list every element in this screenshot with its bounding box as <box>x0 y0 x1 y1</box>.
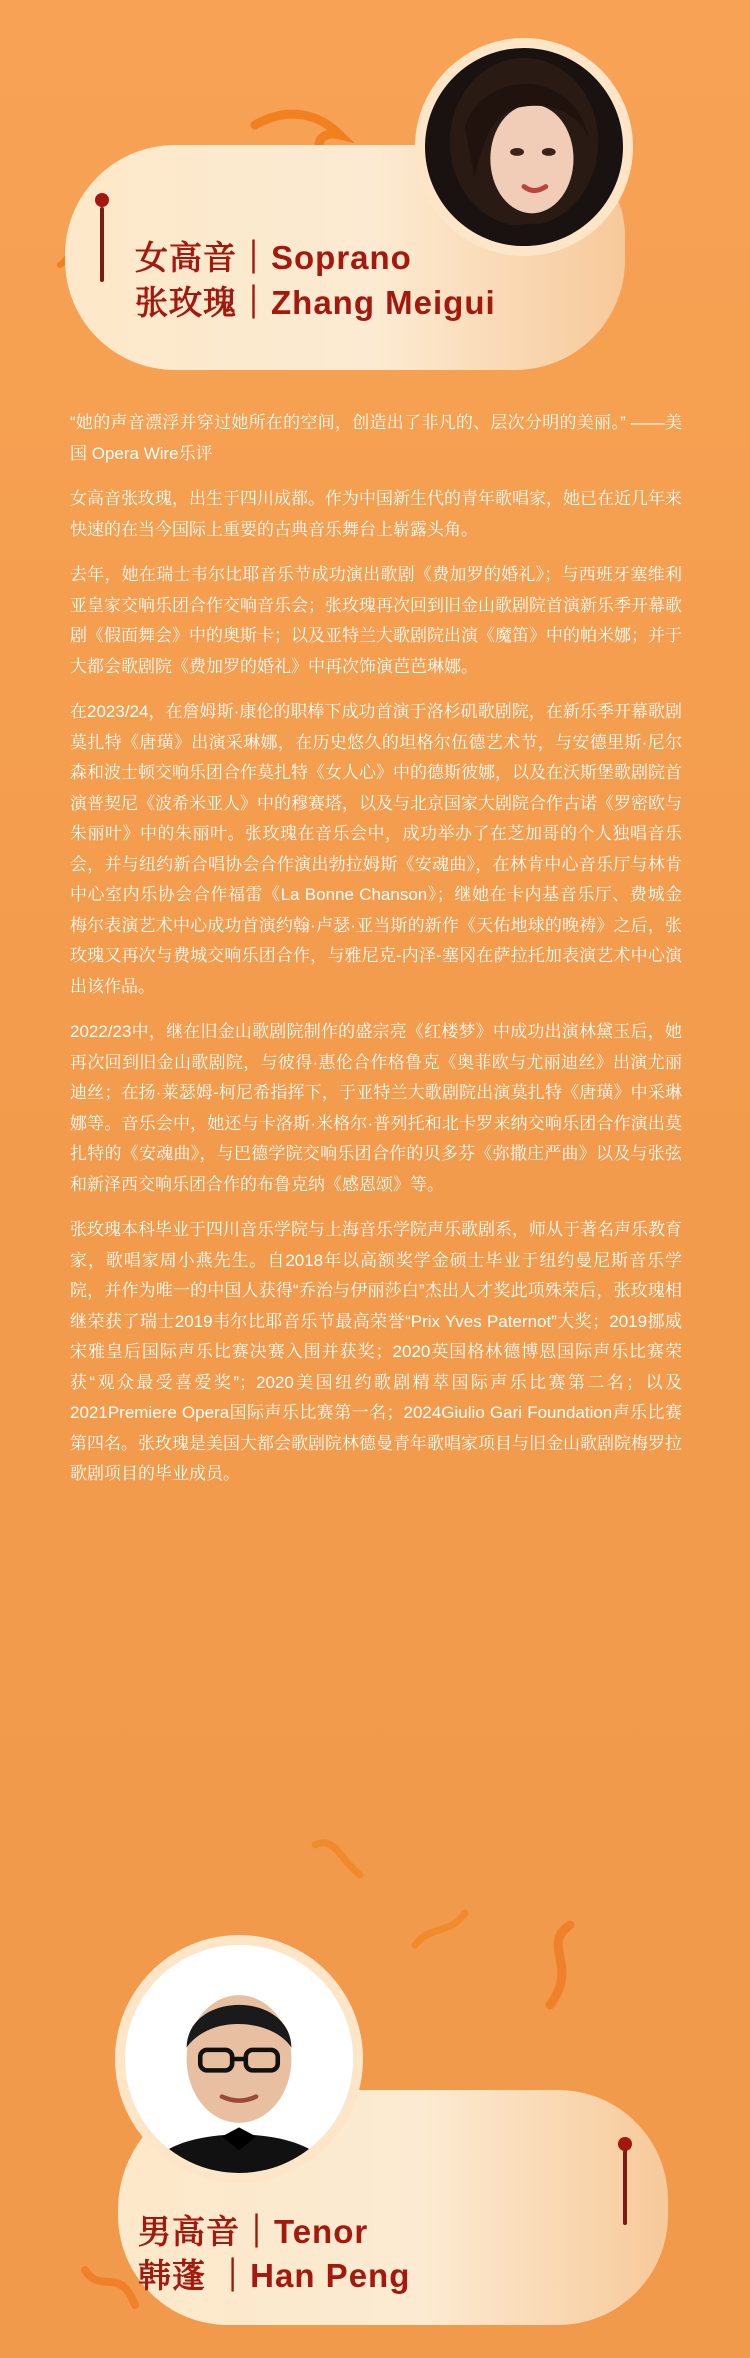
bio-paragraph: 张玫瑰本科毕业于四川音乐学院与上海音乐学院声乐歌剧系，师从于著名声乐教育家，歌唱家周小燕先生。自2018年以高额奖学金硕士毕业于纽约曼尼斯音乐学院，并作为唯一的中国人获得“乔治与伊丽莎白”杰出人才奖此项殊荣后，张玫瑰相继荣获了瑞士2019韦尔比耶音乐节最高荣誉“Prix Yves Paternot”大奖；2019挪威宋雅皇后国际声乐比赛决赛入围并获奖；2020英国格林德博恩国际声乐比赛荣获“观众最受喜爱奖”；2020美国纽约歌剧精萃国际声乐比赛第二名；以及2021Premiere Opera国际声乐比赛第一名；2024Giulio Gari Foundation声乐比赛第四名。张玫瑰是美国大都会歌剧院林德曼青年歌唱家项目与旧金山歌剧院梅罗拉歌剧项目的毕业成员。 <box>70 1220 682 1483</box>
soprano-title-name: 张玫瑰｜Zhang Meigui <box>135 284 496 321</box>
portrait-woman-icon <box>425 48 623 246</box>
bio-paragraph: 2022/23中，继在旧金山歌剧院制作的盛宗亮《红楼梦》中成功出演林黛玉后，她再次回到旧金山歌剧院，与彼得·惠伦合作格鲁克《奥菲欧与尤丽迪丝》出演尤丽迪丝；在扬·莱瑟姆-柯尼希指挥下，于亚特兰大歌剧院出演莫扎特《唐璜》中采琳娜等。音乐会中，她还与卡洛斯·米格尔·普列托和北卡罗来纳交响乐团合作演出莫扎特的《安魂曲》，与巴德学院交响乐团合作的贝多芬《弥撒庄严曲》以及与张弦和新泽西交响乐团合作的布鲁克纳《感恩颂》等。 <box>70 1022 682 1194</box>
accent-dot <box>618 2137 632 2151</box>
tenor-title-name: 韩蓬 ｜Han Peng <box>138 2257 411 2294</box>
soprano-biography <box>70 408 682 1505</box>
soprano-title-voice: 女高音｜Soprano <box>135 239 412 276</box>
ribbon-decoration <box>310 1835 370 1885</box>
tenor-portrait <box>125 1945 353 2173</box>
bio-paragraph: 去年，她在瑞士韦尔比耶音乐节成功演出歌剧《费加罗的婚礼》；与西班牙塞维利亚皇家交响乐团合作交响音乐会；张玫瑰再次回到旧金山歌剧院首演新乐季开幕歌剧《假面舞会》中的奥斯卡；以及亚特兰大歌剧院出演《魔笛》中的帕米娜；并于大都会歌剧院《费加罗的婚礼》中再次饰演芭芭琳娜。 <box>70 565 682 676</box>
portrait-man-icon <box>125 1945 353 2173</box>
accent-line <box>100 207 104 282</box>
bio-paragraph: 在2023/24，在詹姆斯·康伦的职棒下成功首演于洛杉矶歌剧院，在新乐季开幕歌剧莫扎特《唐璜》出演采琳娜，在历史悠久的坦格尔伍德艺术节，与安德里斯·尼尔森和波士顿交响乐团合作莫扎特《女人心》中的德斯彼娜，以及在沃斯堡歌剧院首演普契尼《波希米亚人》中的穆赛塔，以及与北京国家大剧院合作古诺《罗密欧与朱丽叶》中的朱丽叶。张玫瑰在音乐会中，成功举办了在芝加哥的个人独唱音乐会，并与纽约新合唱协会合作演出勃拉姆斯《安魂曲》，在林肯中心音乐厅与林肯中心室内乐协会合作福雷《La Bonne Chanson》；继她在卡内基音乐厅、费城金梅尔表演艺术中心成功首演约翰·卢瑟·亚当斯的新作《天佑地球的晚祷》之后，张玫瑰又再次与费城交响乐团合作，与雅尼克-内泽-塞冈在萨拉托加表演艺术中心演出该作品。 <box>70 702 682 996</box>
accent-line <box>623 2150 627 2225</box>
ribbon-decoration <box>410 1905 470 1955</box>
soprano-portrait <box>425 48 623 246</box>
tenor-title-voice: 男高音｜Tenor <box>138 2213 369 2250</box>
bio-paragraph: 女高音张玫瑰，出生于四川成都。作为中国新生代的青年歌唱家，她已在近几年来快速的在当今国际上重要的古典音乐舞台上崭露头角。 <box>70 489 682 539</box>
ribbon-decoration <box>530 1920 590 2010</box>
accent-dot <box>95 193 109 207</box>
bio-paragraph: “她的声音漂浮并穿过她所在的空间，创造出了非凡的、层次分明的美丽。” ——美国 Opera Wire乐评 <box>70 413 682 463</box>
